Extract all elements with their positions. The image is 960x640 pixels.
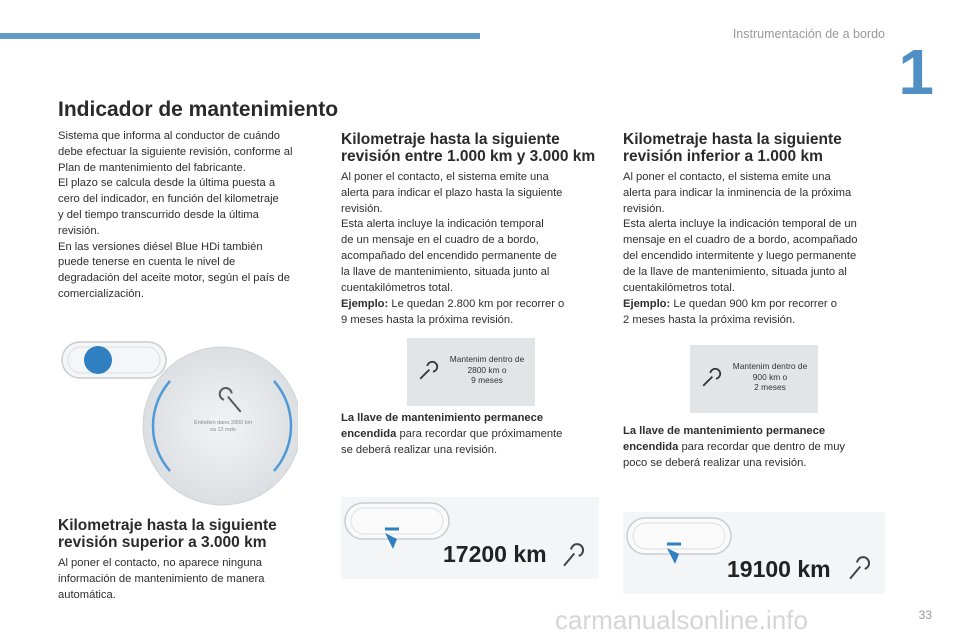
- section-title: Instrumentación de a bordo: [732, 27, 885, 41]
- example-text: Le quedan 900 km por recorrer o 2 meses hasta la próxima revisión.: [623, 298, 837, 326]
- key-note-text: para recordar que próximamente se deberá realizar una revisión.: [341, 427, 563, 456]
- intro-text: Sistema que informa al conductor de cuándo debe efectuar la siguiente revisión, conforme al Plan de mantenimiento del fabricante. El plazo se calcula desde la última puesta a cero del indicador, en función del kilometraje y del tiempo transcurrido desde la última revisión. En las versiones diésel Blue HDi también puede tenerse en cuenta le nivel de degradación del aceite motor, según el país de comercialización.: [58, 130, 293, 300]
- header-accent-bar: [0, 33, 480, 39]
- section-inferior-example: [623, 297, 893, 329]
- section-superior-text: Al poner el contacto, no aparece ninguna información de mantenimiento de manera automática.: [58, 557, 265, 601]
- section-middle-key-note: [341, 411, 606, 458]
- wrench-icon: [415, 358, 441, 384]
- odometer-illustration: [623, 512, 885, 594]
- section-middle-title: Kilometraje hasta la siguiente revisión entre 1.000 km y 3.000 km: [341, 131, 596, 165]
- odometer-illustration: [341, 497, 599, 579]
- maintenance-message-text: Mantenim dentro de 2800 km o 9 meses: [449, 354, 525, 385]
- example-label: Ejemplo:: [341, 298, 389, 310]
- section-inferior-key-note: [623, 424, 893, 471]
- section-inferior-text: Al poner el contacto, el sistema emite una alerta para indicar la inminencia de la próxima revisión. Esta alerta incluye la indicación temporal de un mensaje en el cuadro de a bordo, acompañado del encendido intermitente y luego permanente de la llave de mantenimiento, situada junto al cuentakilómetros total.: [623, 171, 858, 294]
- instrument-cluster-illustration: [58, 336, 298, 506]
- example-label: Ejemplo:: [623, 298, 671, 310]
- page-title: Indicador de mantenimiento: [58, 98, 339, 121]
- odometer-value: 17200 km: [443, 541, 547, 567]
- watermark: carmanualsonline.info: [555, 605, 808, 635]
- wrench-icon: [698, 365, 724, 391]
- page-number: 33: [918, 608, 932, 622]
- example-text: Le quedan 2.800 km por recorrer o 9 meses hasta la próxima revisión.: [341, 298, 565, 326]
- section-middle-text: Al poner el contacto, el sistema emite una alerta para indicar el plazo hasta la siguiente revisión. Esta alerta incluye la indicación temporal de un mensaje en el cuadro de a bordo, acompañado del encendido permanente de la llave de mantenimiento, situada junto al cuentakilómetros total.: [341, 171, 563, 294]
- odometer-value: 19100 km: [727, 556, 831, 582]
- section-middle-example: [341, 297, 606, 329]
- section-superior-title: Kilometraje hasta la siguiente revisión superior a 3.000 km: [58, 517, 277, 551]
- maintenance-message-text: Mantenim dentro de 900 km o 2 meses: [732, 361, 808, 392]
- section-inferior-title: Kilometraje hasta la siguiente revisión inferior a 1.000 km: [623, 131, 842, 165]
- gauge-display-text: Entrellen dano 2800 km xa 12 mdo: [193, 420, 253, 433]
- key-note-bold: La llave de mantenimiento permanece encendida: [341, 412, 544, 440]
- maintenance-message-display: [690, 345, 818, 413]
- key-note-text: para recordar que dentro de muy poco se deberá realizar una revisión.: [623, 440, 846, 469]
- maintenance-message-display: [407, 338, 535, 406]
- key-note-bold: La llave de mantenimiento permanece encendida: [623, 425, 826, 453]
- chapter-number: 1: [898, 36, 934, 108]
